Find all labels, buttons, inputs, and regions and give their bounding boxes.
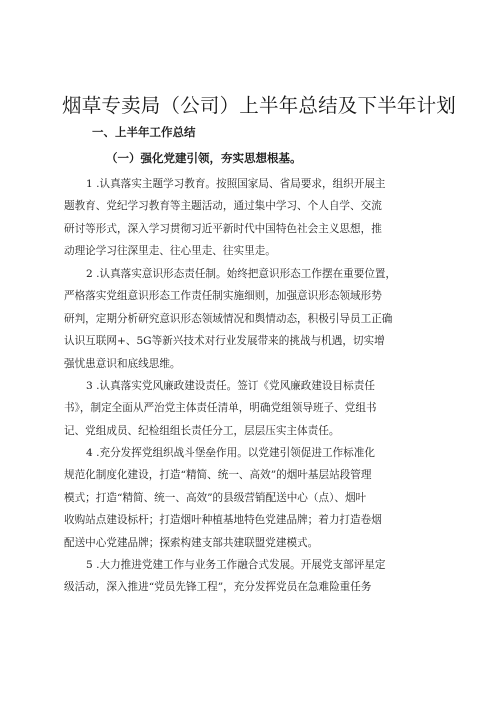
paragraph-line: 4 .充分发挥党组织战斗堡垒作用。以党建引领促进工作标准化 (86, 447, 375, 459)
paragraph-line: 级活动，深入推进“党员先锋工程”，充分发挥党员在急难险重任务 (64, 581, 372, 594)
paragraph-3 (64, 375, 446, 442)
paragraph-line: 配送中心党建品牌；探索构建支部共建联盟党建模式。 (64, 536, 319, 549)
paragraph-line: 书》，制定全面从严治党主体责任清单，明确党组领导班子、党组书 (64, 402, 377, 415)
paragraph-line: 研讨等形式，深入学习贯彻习近平新时代中国特色社会主义思想，推 (64, 222, 382, 235)
paragraph-line: 研判，定期分析研究意识形态领域情况和舆情动态，积极引导员工正确 (64, 312, 393, 325)
paragraph-line: 记、党组成员、纪检组组长责任分工，层层压实主体责任。 (64, 424, 340, 437)
paragraph-4 (64, 442, 446, 554)
paragraph-line: 收购站点建设标杆；打造烟叶种植基地特色党建品牌；着力打造卷烟 (64, 514, 382, 527)
paragraph-line: 2 .认真落实意识形态责任制。始终把意识形态工作摆在重要位置， (86, 268, 397, 280)
paragraph-line: 认识互联网+、5G等新兴技术对行业发展带来的挑战与机遇，切实增 (64, 335, 385, 348)
paragraph-1 (64, 173, 446, 263)
paragraph-5 (64, 554, 446, 599)
document-title: 烟草专卖局（公司）上半年总结及下半年计划 (62, 94, 457, 117)
paragraph-line: 1 .认真落实主题学习教育。按照国家局、省局要求，组织开展主 (86, 178, 386, 190)
paragraph-line: 动理论学习往深里走、往心里走、往实里走。 (64, 245, 276, 258)
paragraph-line: 3 .认真落实党风廉政建设责任。签订《党风廉政建设目标责任 (86, 380, 375, 392)
paragraph-line: 5 .大力推进党建工作与业务工作融合式发展。开展党支部评星定 (86, 559, 386, 571)
paragraph-line: 规范化制度化建设，打造“精简、统一、高效”的烟叶基层站段管理 (64, 469, 372, 482)
subsection-heading: （一）强化党建引领，夯实思想根基。 (106, 151, 302, 165)
section-heading: 一、上半年工作总结 (92, 125, 196, 139)
paragraph-2 (64, 263, 446, 375)
paragraph-line: 强忧患意识和底线思维。 (64, 357, 181, 370)
paragraph-line: 题教育、党纪学习教育等主题活动，通过集中学习、个人自学、交流 (64, 200, 382, 213)
paragraph-line: 模式；打造“精简、统一、高效”的县级营销配送中心（点）、烟叶 (64, 491, 367, 504)
paragraph-line: 严格落实党组意识形态工作责任制实施细则，加强意识形态领域形势 (64, 290, 382, 303)
